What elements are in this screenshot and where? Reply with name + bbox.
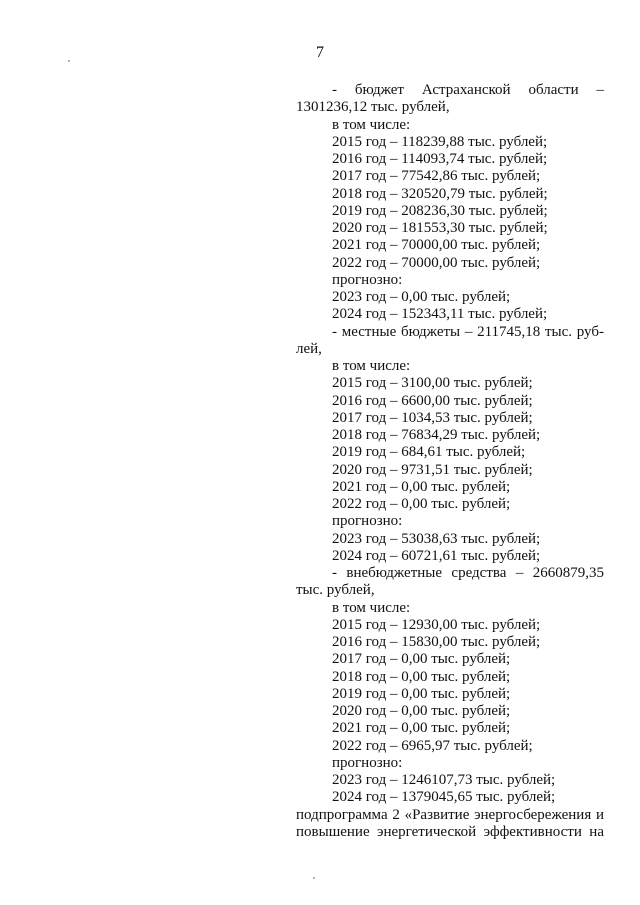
text-line: 2024 год – 1379045,65 тыс. рублей; <box>332 789 556 806</box>
text-line: - бюджет Астраханской области – <box>332 82 604 98</box>
text-line: 2015 год – 12930,00 тыс. рублей; <box>332 616 541 633</box>
text-line: 2019 год – 0,00 тыс. рублей; <box>332 685 511 702</box>
text-line: 2017 год – 0,00 тыс. рублей; <box>332 651 511 668</box>
text-line: 2019 год – 684,61 тыс. рублей; <box>332 444 526 461</box>
text-line: 2016 год – 114093,74 тыс. рублей; <box>332 151 548 167</box>
scan-speck <box>313 877 315 879</box>
text-line: 2018 год – 76834,29 тыс. рублей; <box>332 427 541 443</box>
page-number: 7 <box>316 44 324 61</box>
text-line: 2023 год – 1246107,73 тыс. рублей; <box>332 772 556 788</box>
text-line: прогнозно: <box>332 271 403 288</box>
text-line: подпрограмма 2 «Развитие энергосбережения и <box>296 806 604 823</box>
text-line: 2022 год – 6965,97 тыс. рублей; <box>332 737 533 754</box>
text-line: прогнозно: <box>332 754 403 771</box>
text-line: - местные бюджеты – 211745,18 тыс. руб- <box>332 323 604 340</box>
text-line: 1301236,12 тыс. рублей, <box>296 99 450 116</box>
text-line: 2023 год – 0,00 тыс. рублей; <box>332 289 511 305</box>
text-line: 2017 год – 77542,86 тыс. рублей; <box>332 168 541 185</box>
text-line: 2019 год – 208236,30 тыс. рублей; <box>332 202 548 219</box>
text-line: повышение энергетической эффективности на <box>296 823 604 840</box>
text-line: 2022 год – 0,00 тыс. рублей; <box>332 496 511 512</box>
text-line: 2017 год – 1034,53 тыс. рублей; <box>332 409 533 426</box>
text-line: 2024 год – 60721,61 тыс. рублей; <box>332 547 541 564</box>
scan-speck <box>68 60 70 62</box>
text-line: лей, <box>296 340 322 357</box>
text-line: 2015 год – 118239,88 тыс. рублей; <box>332 133 548 150</box>
text-line: 2016 год – 6600,00 тыс. рублей; <box>332 392 533 409</box>
text-line: в том числе: <box>332 358 411 374</box>
text-line: 2016 год – 15830,00 тыс. рублей; <box>332 634 541 650</box>
text-line: тыс. рублей, <box>296 582 375 599</box>
text-line: 2021 год – 70000,00 тыс. рублей; <box>332 237 541 254</box>
text-line: 2018 год – 0,00 тыс. рублей; <box>332 668 511 685</box>
text-line: прогнозно: <box>332 513 403 530</box>
text-line: в том числе: <box>332 116 411 133</box>
text-line: 2022 год – 70000,00 тыс. рублей; <box>332 254 541 271</box>
text-line: 2024 год – 152343,11 тыс. рублей; <box>332 306 548 323</box>
text-line: в том числе: <box>332 599 411 616</box>
text-line: 2018 год – 320520,79 тыс. рублей; <box>332 185 548 202</box>
text-line: 2021 год – 0,00 тыс. рублей; <box>332 478 511 495</box>
text-line: 2015 год – 3100,00 тыс. рублей; <box>332 375 533 392</box>
document-body <box>296 82 604 841</box>
text-line: - внебюджетные средства – 2660879,35 <box>332 565 604 581</box>
text-line: 2021 год – 0,00 тыс. рублей; <box>332 720 511 737</box>
text-line: 2020 год – 181553,30 тыс. рублей; <box>332 220 548 236</box>
text-line: 2023 год – 53038,63 тыс. рублей; <box>332 530 541 547</box>
text-line: 2020 год – 0,00 тыс. рублей; <box>332 703 511 719</box>
text-line: 2020 год – 9731,51 тыс. рублей; <box>332 461 533 478</box>
